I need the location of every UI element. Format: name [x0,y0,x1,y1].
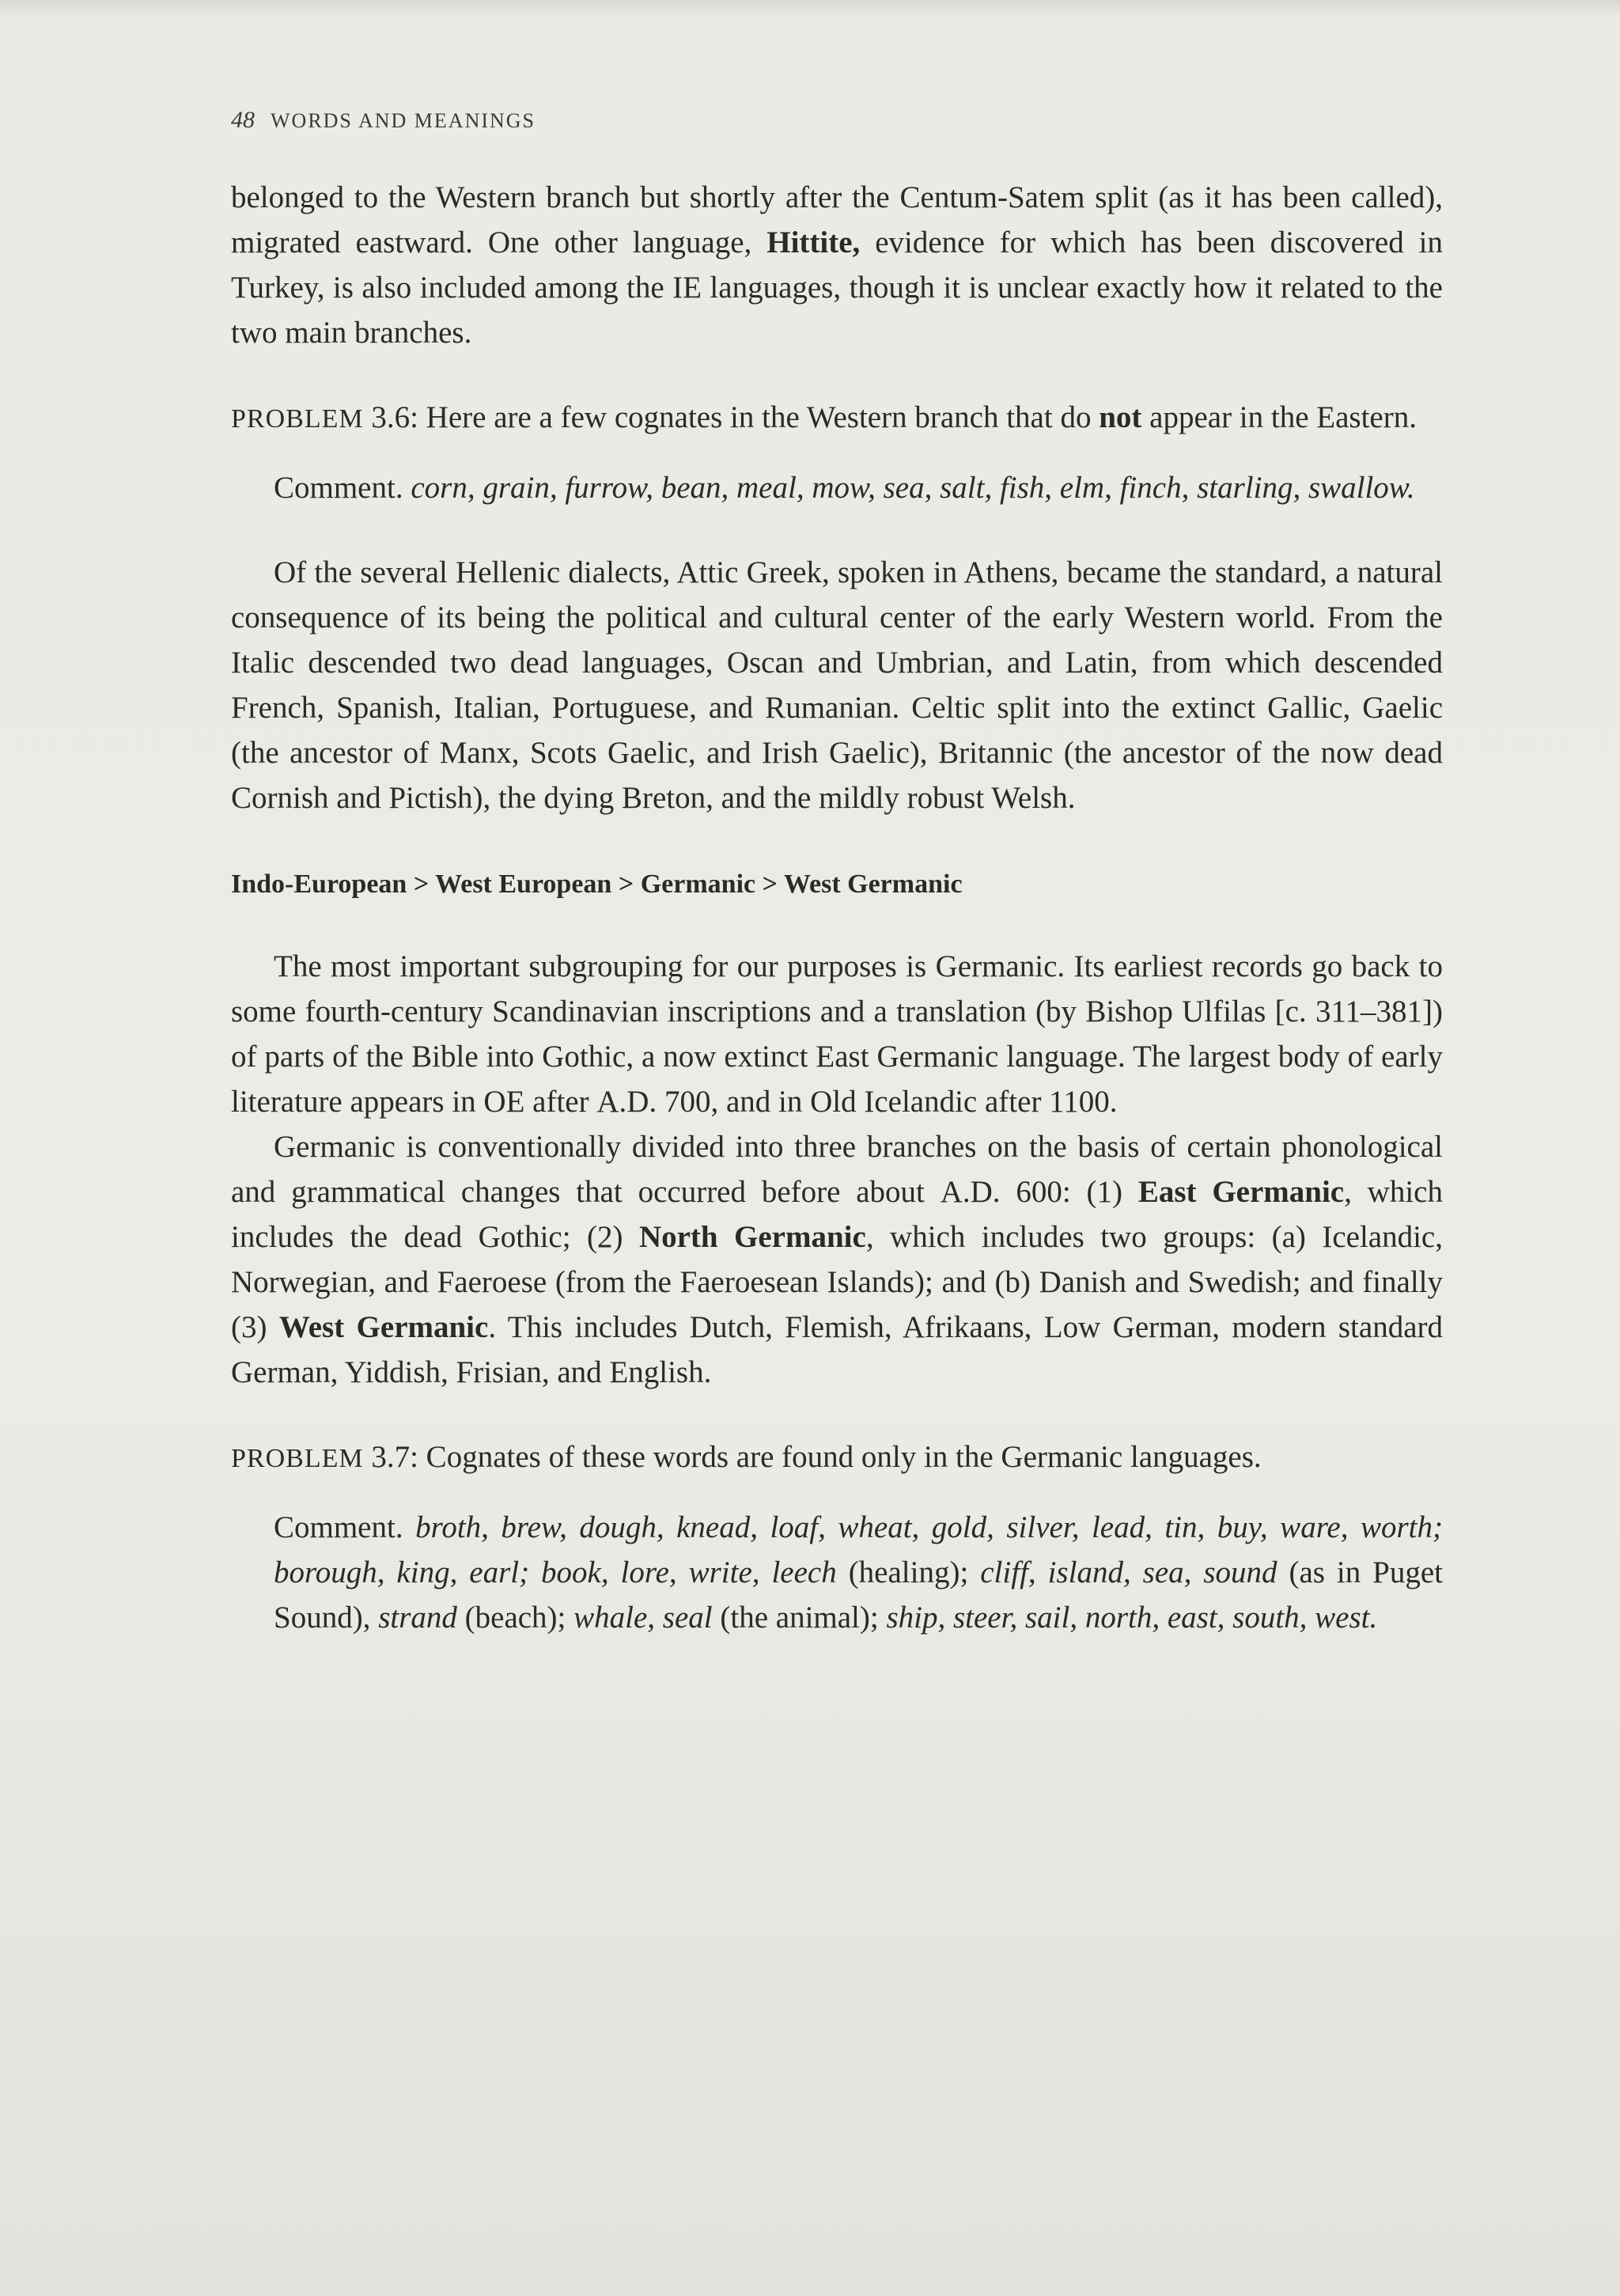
para4-text-e: . This includes Dutch, Flemish, Afrikaans, Low German, modern standard German, Yiddish, Frisian, and English. [231,1310,1444,1389]
term-north-germanic: North Germanic [638,1220,866,1254]
problem-3-7-comment [231,1505,1443,1640]
running-title: WORDS AND MEANINGS [271,109,536,132]
comment-words-1: broth, brew, dough, knead, loaf, wheat, gold, silver, lead, tin, buy, ware, worth; borough, king, earl; book, lore, write, leech [274,1510,1443,1589]
problem37-text: 3.7: Cognates of these words are found only in the Germanic languages. [363,1440,1262,1474]
paragraph-germanic-branches [231,1124,1443,1395]
problem-3-6 [231,395,1443,441]
running-head [231,107,1443,134]
comment-words-2: cliff, island, sea, sound [980,1555,1277,1589]
problem36-text-a: 3.6: Here are a few cognates in the Western branch that do [363,400,1100,434]
para4-text-a: Germanic is conventionally divided into three branches on the basis of certain phonological and grammatical changes that occurred before about [231,1130,1443,1209]
comment-words-5: ship, steer, sail, north, east, south, west. [886,1601,1378,1635]
para3-text-a: The most important subgrouping for our purposes is Germanic. Its earliest records go back to some fourth-century Scandinavian inscriptions and a translation (by Bishop Ulfilas [c. 311–381]) of parts of the Bible into Gothic, a now extinct East Germanic language. The largest body of early literature appears in OE after [231,949,1443,1119]
paragraph-germanic-records [231,944,1443,1124]
problem-label: PROBLEM [231,404,364,434]
term-west-germanic: West Germanic [278,1310,489,1344]
comment-label: Comment. [274,1510,416,1544]
comment-label: Comment. [274,471,411,505]
problem-3-7 [231,1434,1443,1481]
para1-text-a: belonged to the Western branch but shortly after the Centum-Satem split (as it has been called), migrated eastward. One other language, [231,180,1443,260]
para4-text-d: , which includes two groups: (a) Icelandic, Norwegian, and Faeroese (from the Faeroesean Islands); and (b) Danish and Swedish; and finally (3) [231,1220,1443,1344]
paragraph-hittite [231,175,1443,355]
paragraph-hellenic: Of the several Hellenic dialects, Attic Greek, spoken in Athens, became the standard, a natural consequence of its being the political and cultural center of the early Western world. From the Italic descended two dead languages, Oscan and Umbrian, and Latin, from which descended French, Spanish, Italian, Portuguese, and Rumanian. Celtic split into the extinct Gallic, Gaelic (the ancestor of Manx, Scots Gaelic, and Irish Gaelic), Britannic (the ancestor of the now dead Cornish and Pictish), the dying Breton, and the mildly robust Welsh. [231,555,1443,815]
problem36-text-c: appear in the Eastern. [1141,400,1417,434]
para1-text-c: evidence for which has been discovered in Turkey, is also included among the IE languages, though it is unclear exactly how it related to the two main branches. [231,225,1443,350]
term-hittite: Hittite, [766,225,861,260]
comment-gloss-4: (the animal); [712,1601,887,1635]
term-east-germanic: East Germanic [1137,1175,1345,1209]
section-heading: Indo-European > West European > Germanic > West Germanic [231,870,963,899]
problem-label: PROBLEM [231,1444,364,1473]
comment-words-3: strand [378,1601,457,1635]
text-column [231,107,1443,1640]
era-abbrev: A.D. [940,1175,1001,1209]
para4-text-c: , which includes the dead Gothic; (2) [231,1175,1443,1254]
comment-gloss-1: (healing); [836,1555,981,1589]
page-number: 48 [231,107,255,133]
problem36-emphasis-not: not [1099,400,1142,434]
para3-text-b: 700, and in Old Icelandic after 1100. [657,1085,1118,1119]
era-abbrev: A.D. [596,1085,657,1119]
problem-3-6-comment [231,465,1443,510]
para4-text-b: 600: (1) [1000,1175,1138,1209]
comment-word-list: corn, grain, furrow, bean, meal, mow, sea, salt, fish, elm, finch, starling, swallow. [411,471,1415,505]
comment-gloss-2: (as in Puget Sound), [274,1555,1444,1635]
comment-gloss-3: (beach); [456,1601,574,1635]
comment-words-4: whale, seal [573,1601,713,1635]
